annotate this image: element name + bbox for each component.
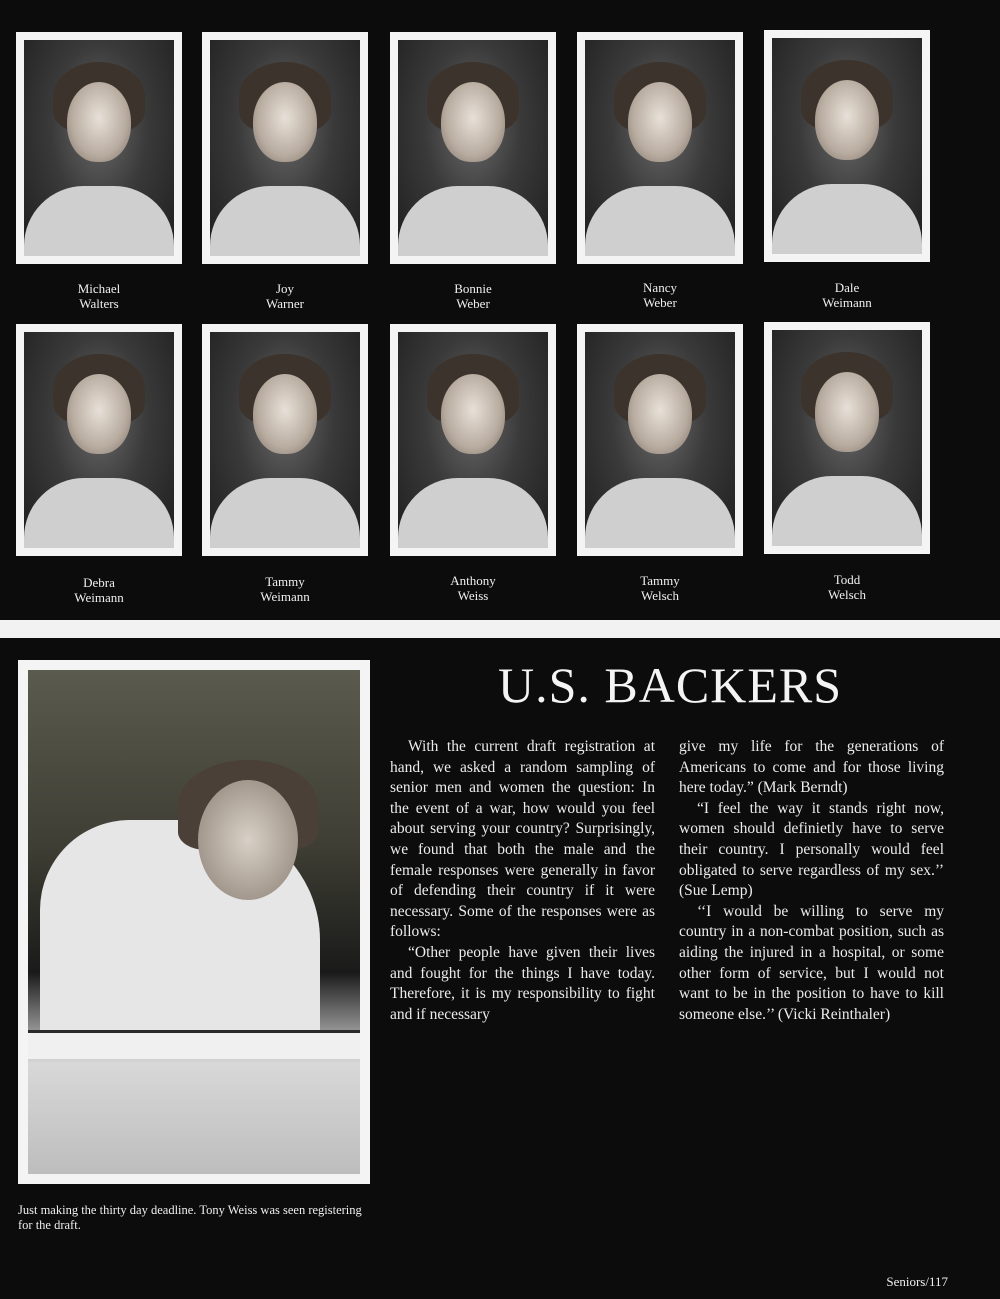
first-name: Nancy — [643, 280, 677, 295]
portrait-name — [577, 573, 743, 603]
portrait-photo — [16, 324, 182, 556]
first-name: Joy — [275, 281, 295, 296]
page-folio: Seniors/117 — [886, 1274, 948, 1289]
article-column-1 — [390, 737, 655, 1025]
portrait-photo — [764, 30, 930, 262]
feature-photo — [18, 660, 370, 1184]
portrait-name — [202, 281, 368, 311]
article-paragraph: give my life for the generations of Americans to come and for those living here today.” (Mark Berndt) — [679, 738, 944, 797]
last-name: Weber — [643, 295, 677, 310]
article-column-2 — [679, 737, 944, 1025]
article-headline: U.S. BACKERS — [497, 657, 843, 713]
article-paragraph: “Other people have given their lives and fought for the things I have today. Therefore, it is my responsibility to fight and if necessary — [390, 943, 655, 1023]
divider-band — [0, 620, 1000, 638]
first-name: Tammy — [640, 573, 680, 588]
first-name: Anthony — [450, 573, 496, 588]
last-name: Welsch — [641, 588, 679, 603]
article-paragraph: “I feel the way it stands right now, women should definietly have to serve their country. I personally would feel obligated to serve regardless of my sex.’’ (Sue Lemp) — [679, 799, 944, 900]
portrait-photo — [16, 32, 182, 264]
portrait-photo — [202, 324, 368, 556]
first-name: Michael — [77, 281, 121, 296]
article-paragraph: ‘‘I would be willing to serve my country in a non-combat position, such as aiding the injured in a hospital, or some other form of service, but I would not want to be in the position to have to kill someone else.’’ (Vicki Reinthaler) — [679, 902, 944, 1023]
portrait-name — [202, 574, 368, 604]
photo-caption: Just making the thirty day deadline. Tony Weiss was seen registering for the draft. — [18, 1203, 362, 1232]
portrait-name — [390, 573, 556, 603]
first-name: Bonnie — [454, 281, 492, 296]
last-name: Warner — [266, 296, 304, 311]
portrait-name — [390, 281, 556, 311]
portrait-name — [16, 281, 182, 311]
last-name: Weimann — [260, 589, 310, 604]
last-name: Weimann — [74, 590, 124, 605]
portrait-name — [16, 575, 182, 605]
portrait-name — [577, 280, 743, 310]
portrait-photo — [202, 32, 368, 264]
last-name: Weiss — [457, 588, 489, 603]
last-name: Walters — [79, 296, 119, 311]
portrait-photo — [390, 32, 556, 264]
portrait-photo — [764, 322, 930, 554]
portrait-name — [764, 572, 930, 602]
first-name: Dale — [834, 280, 860, 295]
last-name: Welsch — [828, 587, 866, 602]
first-name: Debra — [83, 575, 115, 590]
last-name: Weimann — [822, 295, 872, 310]
article-paragraph: With the current draft registration at hand, we asked a random sampling of senior men and women the question: In the event of a war, how would you feel about serving your country? Surprisingly, we found that both the male and the female responses were generally in favor of defending their country if it were necessary. Some of the responses were as follows: — [390, 738, 655, 941]
portrait-photo — [390, 324, 556, 556]
portrait-name — [764, 280, 930, 310]
first-name: Tammy — [265, 574, 305, 589]
first-name: Todd — [833, 572, 861, 587]
portrait-photo — [577, 32, 743, 264]
portrait-photo — [577, 324, 743, 556]
last-name: Weber — [456, 296, 490, 311]
